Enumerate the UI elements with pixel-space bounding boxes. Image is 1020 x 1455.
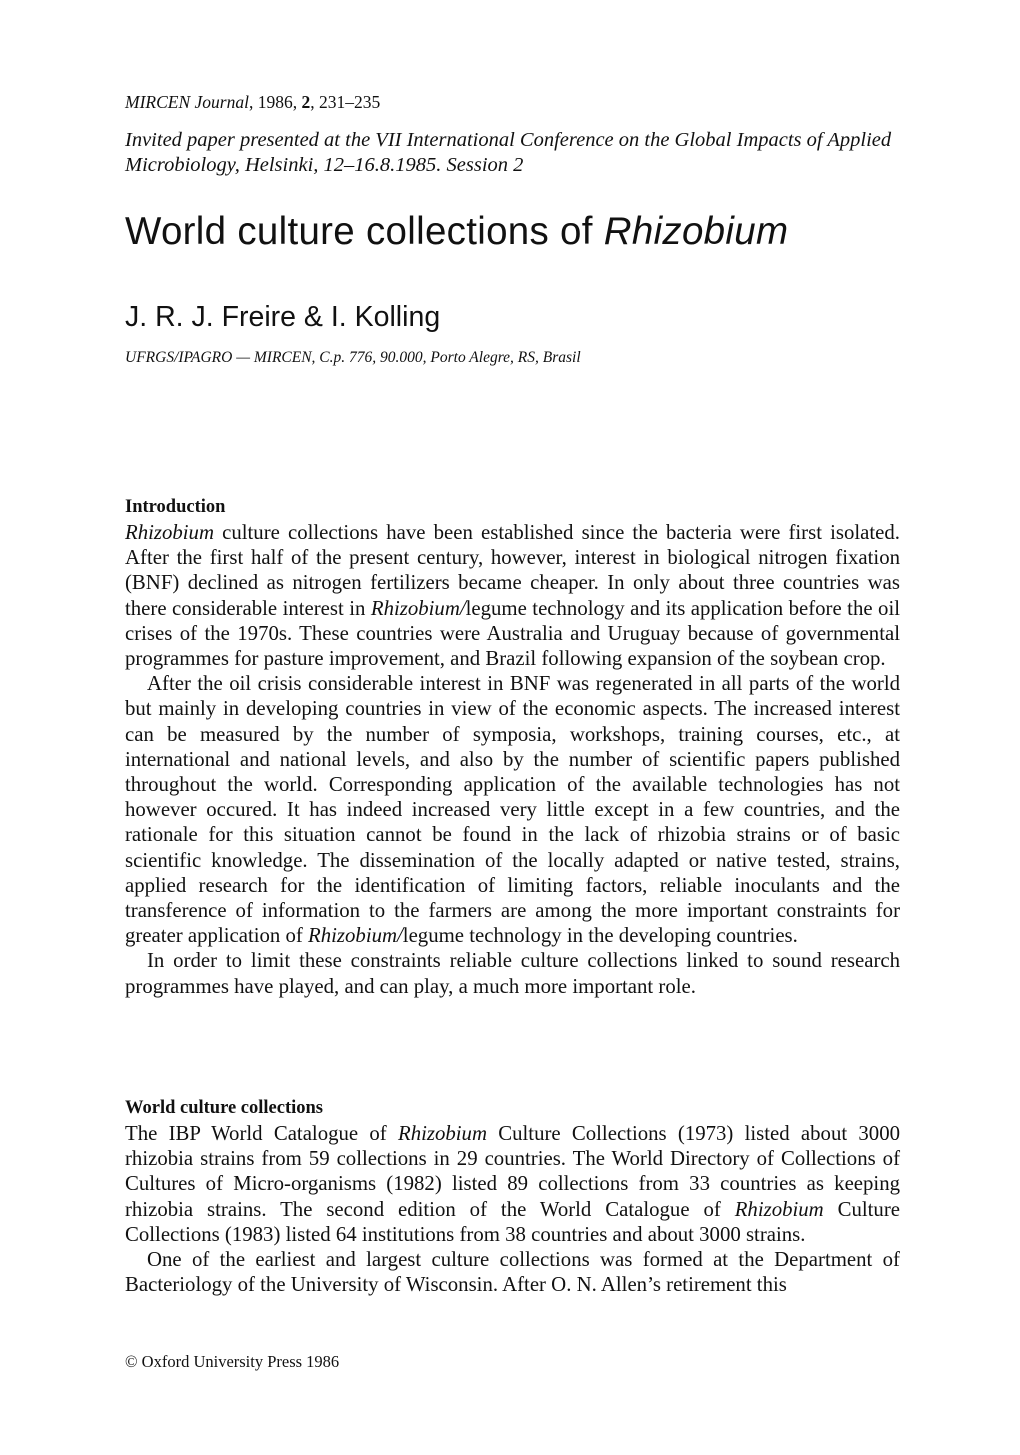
journal-name: MIRCEN Journal — [125, 92, 249, 112]
genus-term: Rhizobium — [734, 1197, 824, 1221]
invited-paper-note: Invited paper presented at the VII International Conference on the Global Impacts of Applied Microbiology, Helsinki, 12–16.8.1985. Session 2 — [125, 129, 892, 176]
copyright-notice: © Oxford University Press 1986 — [125, 1352, 340, 1371]
affiliation: UFRGS/IPAGRO — MIRCEN, C.p. 776, 90.000, Porto Alegre, RS, Brasil — [125, 349, 581, 366]
world-collections-section — [125, 1096, 900, 1297]
paragraph-text: culture collections have been established since the bacteria were first isolated. After the first half of the present century, however, interest in biological nitrogen fixation (BNF) declined as nitrogen fertilizers became cheaper. In only about three countries was there considerable interest in — [125, 521, 900, 620]
introduction-paragraph-2 — [125, 671, 900, 948]
journal-citation — [125, 92, 380, 113]
paragraph-text: legume technology in the developing countries. — [402, 924, 798, 948]
paper-page — [125, 0, 900, 1455]
journal-year: , 1986, — [248, 92, 302, 112]
title-text: World culture collections of — [125, 210, 604, 253]
genus-term: Rhizobium — [398, 1122, 487, 1145]
world-collections-paragraph-2: One of the earliest and largest culture collections was formed at the Department of Bacteriology of the University of Wisconsin. After O. N. Allen’s retirement this — [125, 1248, 900, 1297]
paragraph-text: The IBP World Catalogue of — [125, 1122, 398, 1145]
world-collections-paragraph-1 — [125, 1121, 900, 1247]
genus-term: Rhizobium/ — [308, 924, 403, 948]
journal-volume: 2 — [301, 92, 311, 112]
paragraph-text: Culture Collections (1973) listed about 3000 rhizobia strains from 59 collections in 29 countries. The World Directory of Collections of Cultures of Micro-organisms (1982) listed 89 collections from 33 countries as keeping rhizobia strains. The second edition of the World Catalogue of — [125, 1122, 900, 1221]
introduction-paragraph-1 — [125, 520, 900, 671]
introduction-heading: Introduction — [125, 497, 226, 517]
authors: J. R. J. Freire & I. Kolling — [125, 301, 441, 333]
paragraph-text: After the oil crisis considerable interest in BNF was regenerated in all parts of the world but mainly in developing countries in view of the economic aspects. The increased interest can be measured by the number of symposia, workshops, training courses, etc., at international and national levels, and also by the number of scientific papers published throughout the world. Corresponding application of the available technologies has not however occured. It has indeed increased very little except in a few countries, and the rationale for this situation cannot be found in the lack of rhizobia strains or of basic scientific knowledge. The dissemination of the locally adapted or native tested, strains, applied research for the identification of limiting factors, reliable inoculants and the transference of information to the farmers are among the more important constraints for greater application of — [125, 672, 900, 948]
title-genus: Rhizobium — [603, 210, 789, 253]
genus-term: Rhizobium — [125, 521, 214, 544]
paragraph-text: legume technology and its application before the oil crises of the 1970s. These countries were Australia and Uruguay because of governmental programmes for pasture improvement, and Brazil following expansion of the soybean crop. — [125, 596, 900, 671]
paper-title — [125, 210, 788, 254]
world-collections-heading: World culture collections — [125, 1098, 323, 1118]
introduction-section — [125, 495, 900, 999]
introduction-paragraph-3: In order to limit these constraints reliable culture collections linked to sound research programmes have played, and can play, a much more important role. — [125, 949, 900, 998]
genus-term: Rhizobium/ — [370, 596, 466, 620]
paragraph-text: Culture Collections (1983) listed 64 institutions from 38 countries and about 3000 strains. — [125, 1197, 900, 1246]
journal-pages: , 231–235 — [310, 92, 381, 112]
